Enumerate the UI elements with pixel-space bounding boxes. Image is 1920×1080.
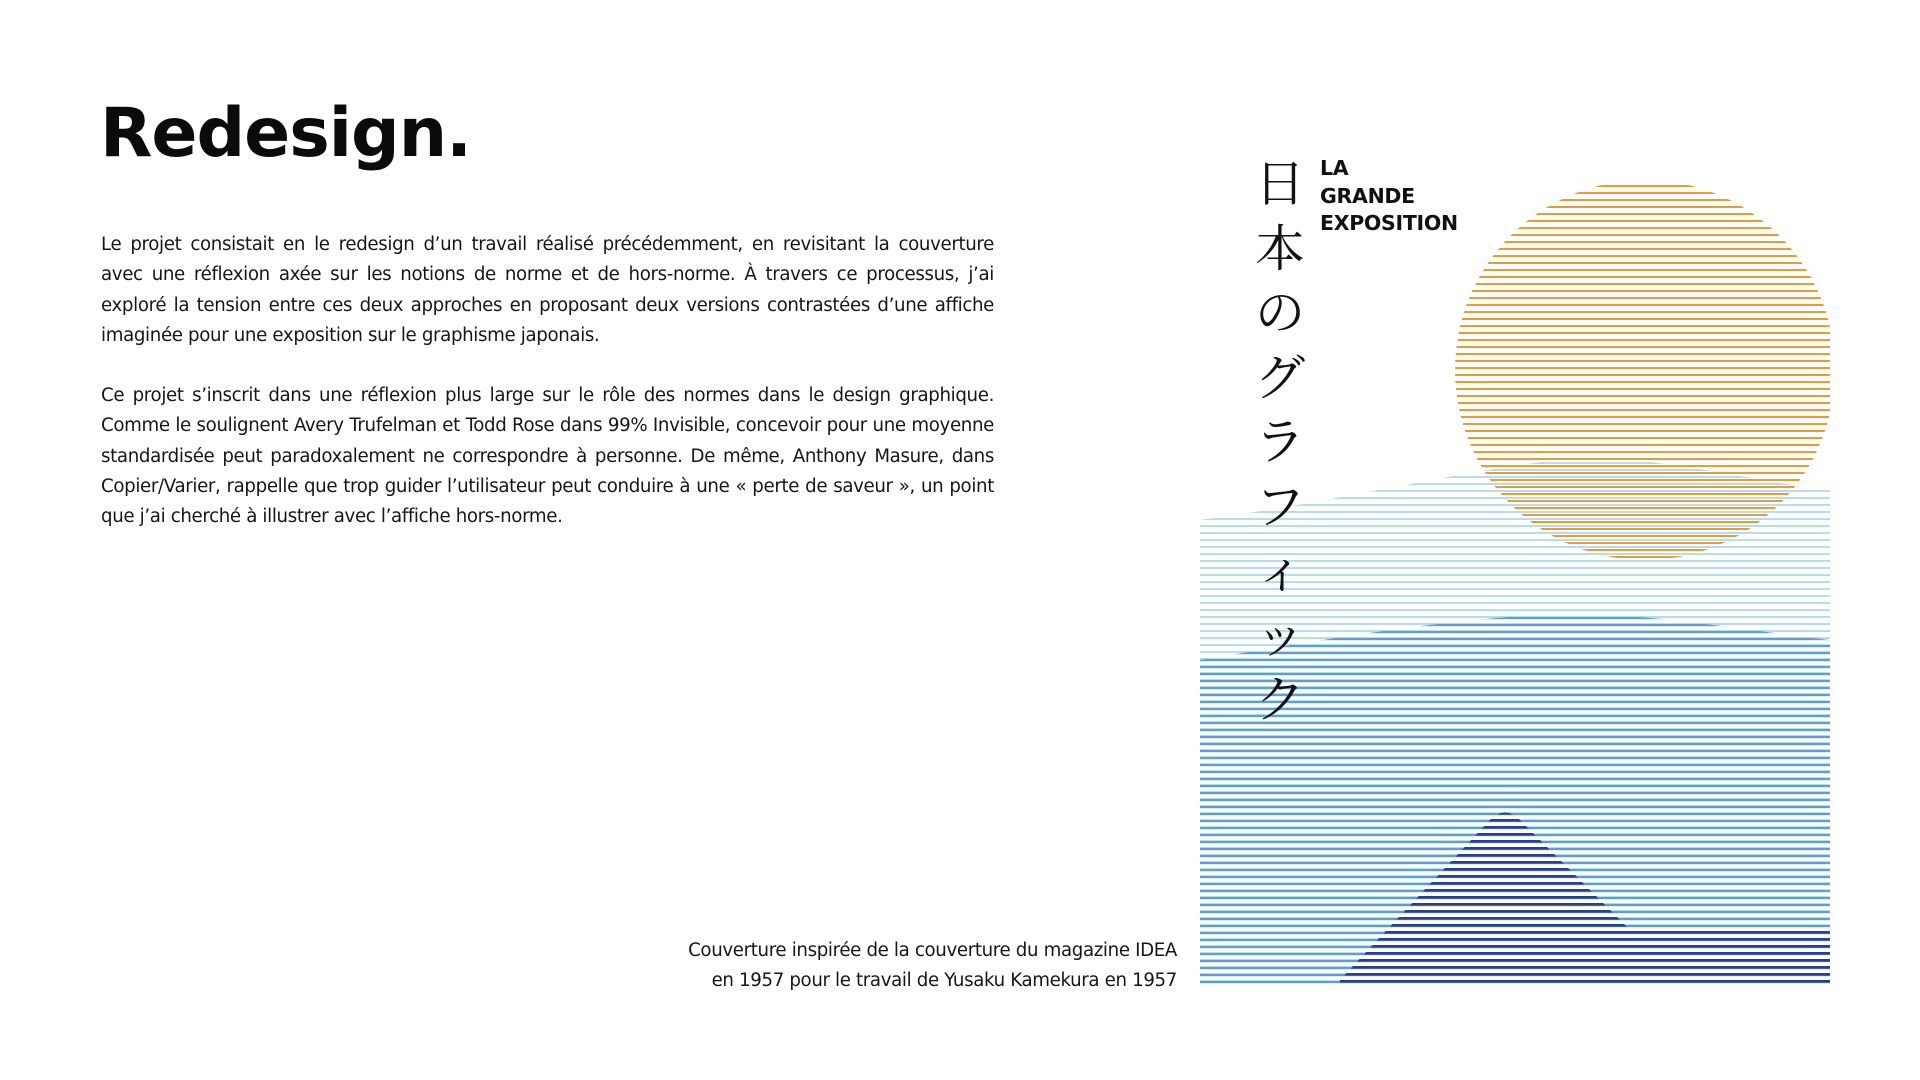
sun-stripes-line — [1450, 332, 1830, 334]
kanji-char: ク — [1255, 671, 1305, 729]
blue-hill-stripes-line — [1200, 750, 1830, 752]
sun-stripes-line — [1450, 486, 1830, 488]
sun-stripes-line — [1450, 444, 1830, 446]
sun-stripes-line — [1450, 493, 1830, 495]
caption-line: Couverture inspirée de la couverture du magazine IDEA — [688, 940, 1177, 961]
poster-title-line: EXPOSITION — [1320, 211, 1458, 235]
description-paragraph: Ce projet s’inscrit dans une réflexion plus large sur le rôle des normes dans le design graphique. Comme le soulignent Avery Trufelman et Todd Rose dans 99% Invisible, concevoir pour une moyenne standardisée peut paradoxalement ne correspondre à personne. De même, Anthony Masure, dans Copier/Varier, rappelle que trop guider l’utilisateur peut conduire à une « perte de saveur », un point que j’ai cherché à illustrer avec l’affiche hors-norme. — [101, 385, 994, 528]
sun-stripes-line — [1450, 227, 1830, 229]
kanji-char: 本 — [1255, 219, 1305, 278]
sun-stripes-line — [1450, 325, 1830, 327]
poster-image — [1200, 100, 1830, 987]
sun-stripes-line — [1450, 409, 1830, 411]
kanji-char: フ — [1255, 477, 1305, 536]
kanji-char: ィ — [1255, 542, 1305, 600]
kanji-char: の — [1255, 284, 1305, 342]
sun-stripes-line — [1450, 255, 1830, 257]
sun-stripes-line — [1450, 437, 1830, 439]
sun-stripes-line — [1450, 199, 1830, 201]
sun-stripes-line — [1450, 430, 1830, 432]
sun-stripes-line — [1450, 388, 1830, 390]
kanji-char: ラ — [1255, 413, 1305, 471]
kanji-char: 日 — [1255, 155, 1305, 213]
sun-stripes-line — [1450, 367, 1830, 369]
poster-kanji-column — [1250, 152, 1310, 733]
sun-stripes-line — [1450, 304, 1830, 306]
sun-stripes-line — [1450, 521, 1830, 523]
sun-stripes-line — [1450, 213, 1830, 215]
sun-stripes-line — [1450, 283, 1830, 285]
sun-stripes-line — [1450, 297, 1830, 299]
sun-stripes-line — [1450, 472, 1830, 474]
blue-hill-stripes-line — [1200, 743, 1830, 745]
sun-stripes-line — [1450, 451, 1830, 453]
sun-stripes-line — [1450, 465, 1830, 467]
sun-stripes-line — [1450, 528, 1830, 530]
sun-stripes-line — [1450, 234, 1830, 236]
poster-title-line: LA — [1320, 156, 1349, 180]
blue-hill-stripes-line — [1200, 813, 1830, 815]
sun-stripes-line — [1450, 360, 1830, 362]
blue-hill-stripes-line — [1200, 806, 1830, 808]
sun-stripes-line — [1450, 507, 1830, 509]
page-title: Redesign. — [100, 94, 471, 173]
sun-stripes-line — [1450, 178, 1830, 180]
sun-stripes-line — [1450, 374, 1830, 376]
sun-stripes-line — [1450, 276, 1830, 278]
sun-stripes-line — [1450, 514, 1830, 516]
sun-stripes-line — [1450, 339, 1830, 341]
project-description — [101, 230, 994, 563]
blue-hill-stripes-line — [1200, 771, 1830, 773]
blue-hill-stripes-line — [1200, 757, 1830, 759]
sun-stripes-line — [1450, 318, 1830, 320]
sun-stripes-line — [1450, 556, 1830, 558]
sun-stripes-line — [1450, 395, 1830, 397]
sun-stripes-line — [1450, 269, 1830, 271]
sun-stripes-line — [1450, 248, 1830, 250]
caption-line: en 1957 pour le travail de Yusaku Kamekura en 1957 — [711, 970, 1177, 992]
sun-stripes-line — [1450, 535, 1830, 537]
sun-stripes-line — [1450, 542, 1830, 544]
blue-hill-stripes-line — [1200, 778, 1830, 780]
sun-stripes-line — [1450, 500, 1830, 502]
sun-stripes-line — [1450, 206, 1830, 208]
sun-stripes-line — [1450, 185, 1830, 187]
sun-stripes-line — [1450, 311, 1830, 313]
sun-stripes-line — [1450, 290, 1830, 292]
poster-title-line: GRANDE — [1320, 183, 1415, 208]
blue-hill-stripes-line — [1200, 764, 1830, 766]
sun-stripes-line — [1450, 549, 1830, 551]
blue-hill-stripes-line — [1200, 785, 1830, 787]
sun-stripes — [1450, 178, 1830, 558]
sun-stripes-line — [1450, 346, 1830, 348]
poster-title — [1320, 155, 1458, 238]
blue-hill-stripes-line — [1200, 799, 1830, 801]
kanji-char: ッ — [1255, 606, 1305, 665]
sun-stripes-line — [1450, 353, 1830, 355]
poster-caption — [617, 936, 1177, 997]
description-paragraph: Le projet consistait en le redesign d’un travail réalisé précédemment, en revisitant la couverture avec une réflexion axée sur les notions de norme et de hors-norme. À travers ce processus, j’ai exploré la tension entre ces deux approches en proposant deux versions contrastées d’une affiche imaginée pour une exposition sur le graphisme japonais. — [101, 234, 994, 346]
sun-stripes-line — [1450, 192, 1830, 194]
sun-stripes-line — [1450, 423, 1830, 425]
sun-stripes-line — [1450, 416, 1830, 418]
sun-stripes-line — [1450, 479, 1830, 481]
blue-hill-stripes-line — [1200, 792, 1830, 794]
sun-stripes-line — [1450, 262, 1830, 264]
blue-hill-stripes-line — [1200, 736, 1830, 738]
sun-stripes-line — [1450, 381, 1830, 383]
sun-stripes-line — [1450, 402, 1830, 404]
sun-stripes-line — [1450, 220, 1830, 222]
sun-stripes-line — [1450, 458, 1830, 460]
sun-stripes-line — [1450, 241, 1830, 243]
kanji-char: グ — [1255, 348, 1305, 407]
